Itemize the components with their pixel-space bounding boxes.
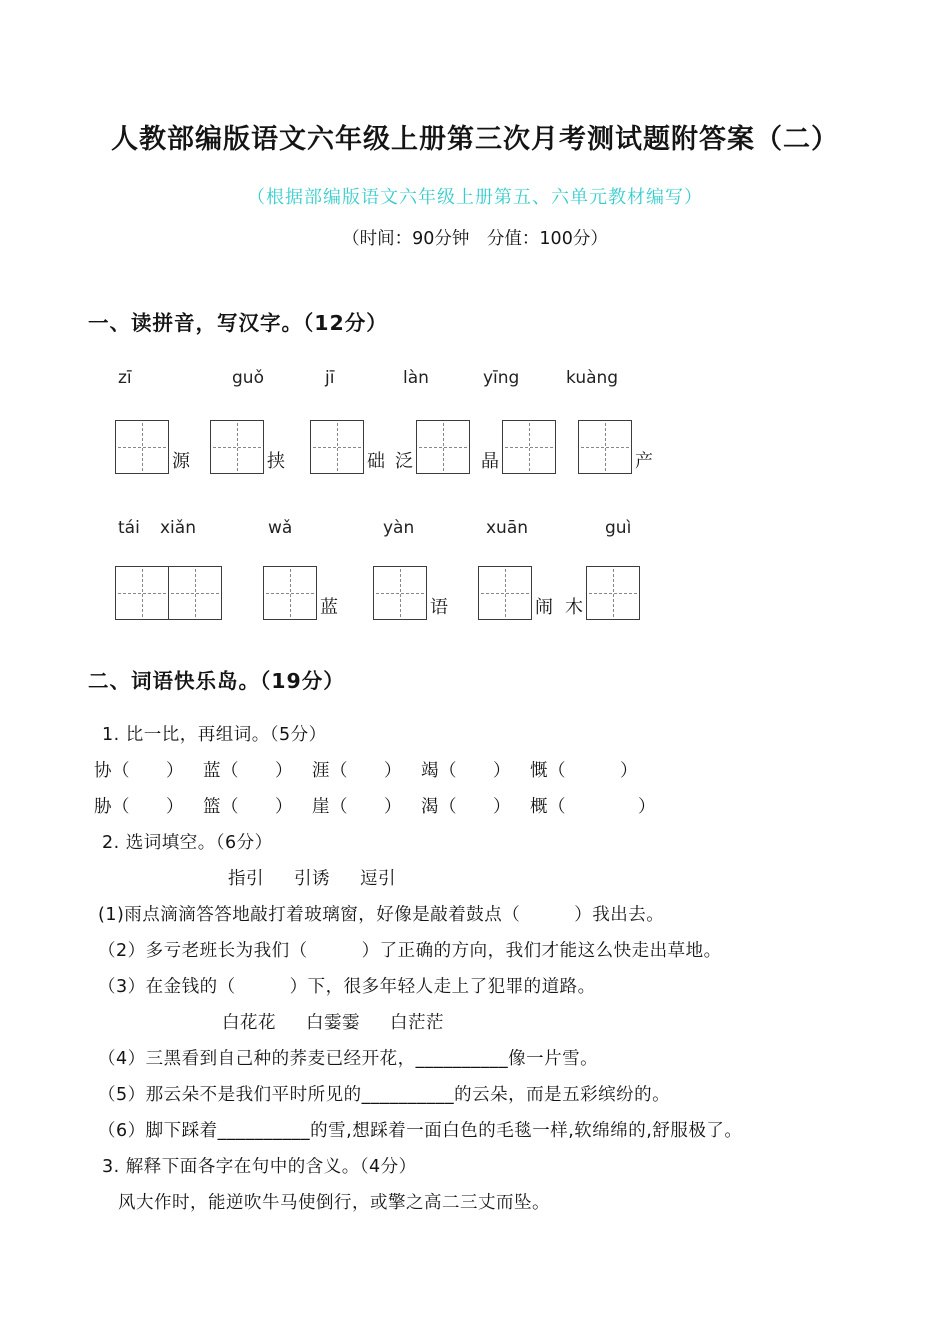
pinyin-label: xuān bbox=[486, 518, 529, 539]
exam-info-line: （时间：90分钟 分值：100分） bbox=[342, 229, 608, 250]
fill-blank-item: （3）在金钱的（ ）下，很多年轻人走上了犯罪的道路。 bbox=[98, 977, 596, 998]
word-option: 逗引 bbox=[360, 869, 396, 890]
section2-heading: 二、词语快乐岛。（19分） bbox=[88, 669, 345, 694]
hanzi-writein-box[interactable] bbox=[478, 566, 532, 620]
hanzi-write-group bbox=[562, 566, 640, 620]
q3-sentence: 风大作时，能逆吹牛马使倒行，或擎之高二三丈而坠。 bbox=[118, 1193, 550, 1214]
exam-title: 人教部编版语文六年级上册第三次月考测试题附答案（二） bbox=[111, 124, 839, 155]
word-pair-item: 胁（ ） bbox=[94, 797, 184, 818]
word-option: 白茫茫 bbox=[390, 1013, 444, 1034]
fill-blank-item: （4）三黑看到自己种的荞麦已经开花，__________像一片雪。 bbox=[98, 1049, 599, 1070]
given-character: 泛 bbox=[395, 451, 413, 473]
hanzi-writein-box[interactable] bbox=[502, 420, 556, 474]
hanzi-writein-box[interactable] bbox=[310, 420, 364, 474]
fill-blank-item: （5）那云朵不是我们平时所见的__________的云朵，而是五彩缤纷的。 bbox=[98, 1085, 671, 1106]
given-character: 木 bbox=[565, 597, 583, 619]
hanzi-writein-box[interactable] bbox=[263, 566, 317, 620]
section1-heading: 一、读拼音，写汉字。（12分） bbox=[88, 311, 388, 336]
pinyin-label: kuàng bbox=[566, 368, 619, 389]
hanzi-write-group bbox=[478, 420, 556, 474]
fill-blank-item: （6）脚下踩着__________的雪,想踩着一面白色的毛毯一样,软绵绵的,舒服极了。 bbox=[98, 1121, 743, 1142]
word-options-row bbox=[228, 866, 950, 892]
hanzi-write-group bbox=[263, 566, 341, 620]
exam-subtitle: （根据部编版语文六年级上册第五、六单元教材编写） bbox=[247, 187, 703, 209]
word-options-row bbox=[222, 1010, 950, 1036]
hanzi-writein-box[interactable] bbox=[416, 420, 470, 474]
word-compare-row bbox=[94, 794, 950, 820]
q3-label: 3. 解释下面各字在句中的含义。（4分） bbox=[102, 1157, 417, 1178]
hanzi-writein-box[interactable] bbox=[586, 566, 640, 620]
writein-box-row bbox=[0, 416, 950, 474]
hanzi-write-group bbox=[210, 420, 288, 474]
hanzi-write-group bbox=[373, 566, 451, 620]
word-pair-item: 渴（ ） bbox=[421, 797, 511, 818]
word-option: 指引 bbox=[228, 869, 264, 890]
hanzi-writein-box[interactable] bbox=[578, 420, 632, 474]
given-character: 挟 bbox=[267, 451, 285, 473]
word-pair-item: 篮（ ） bbox=[203, 797, 293, 818]
hanzi-write-group bbox=[115, 566, 222, 620]
word-compare-row bbox=[94, 758, 950, 784]
word-pair-item: 崖（ ） bbox=[312, 797, 402, 818]
pinyin-row bbox=[0, 368, 950, 390]
pinyin-label: jī bbox=[325, 368, 335, 389]
hanzi-writein-box[interactable] bbox=[373, 566, 427, 620]
fill-blank-item: (1)雨点滴滴答答地敲打着玻璃窗，好像是敲着鼓点（ ）我出去。 bbox=[98, 905, 665, 926]
given-character: 闹 bbox=[535, 597, 553, 619]
hanzi-write-group bbox=[115, 420, 193, 474]
given-character: 晶 bbox=[481, 451, 499, 473]
word-pair-item: 竭（ ） bbox=[421, 761, 511, 782]
pinyin-label: wǎ bbox=[268, 518, 293, 539]
pinyin-label: guì bbox=[605, 518, 632, 539]
pinyin-label: xiǎn bbox=[160, 518, 196, 539]
hanzi-write-group bbox=[310, 420, 388, 474]
q1-label: 1. 比一比，再组词。（5分） bbox=[102, 725, 327, 746]
pinyin-label: tái bbox=[118, 518, 140, 539]
pinyin-label: làn bbox=[403, 368, 429, 389]
given-character: 源 bbox=[172, 451, 190, 473]
hanzi-writein-box[interactable] bbox=[115, 420, 169, 474]
word-pair-item: 蓝（ ） bbox=[203, 761, 293, 782]
given-character: 蓝 bbox=[320, 597, 338, 619]
word-pair-item: 概（ ） bbox=[530, 797, 656, 818]
word-option: 引诱 bbox=[294, 869, 330, 890]
given-character: 础 bbox=[367, 451, 385, 473]
pinyin-label: yīng bbox=[483, 368, 520, 389]
hanzi-write-group bbox=[578, 420, 656, 474]
given-character: 语 bbox=[430, 597, 448, 619]
pinyin-row bbox=[0, 518, 950, 540]
word-option: 白花花 bbox=[222, 1013, 276, 1034]
q2-items-group1 bbox=[0, 902, 950, 1000]
pinyin-label: zī bbox=[118, 368, 132, 389]
word-pair-item: 慨（ ） bbox=[530, 761, 638, 782]
writein-box-row bbox=[0, 562, 950, 620]
hanzi-write-group bbox=[392, 420, 470, 474]
hanzi-writein-box[interactable] bbox=[168, 566, 222, 620]
word-pair-item: 协（ ） bbox=[94, 761, 184, 782]
q2-label: 2. 选词填空。（6分） bbox=[102, 833, 273, 854]
q2-items-group2 bbox=[0, 1046, 950, 1144]
hanzi-write-group bbox=[478, 566, 556, 620]
pinyin-label: guǒ bbox=[232, 368, 264, 389]
fill-blank-item: （2）多亏老班长为我们（ ）了正确的方向，我们才能这么快走出草地。 bbox=[98, 941, 722, 962]
pinyin-label: yàn bbox=[383, 518, 415, 539]
word-option: 白霎霎 bbox=[306, 1013, 360, 1034]
hanzi-writein-box[interactable] bbox=[210, 420, 264, 474]
word-pair-item: 涯（ ） bbox=[312, 761, 402, 782]
given-character: 产 bbox=[635, 451, 653, 473]
hanzi-writein-box[interactable] bbox=[115, 566, 169, 620]
